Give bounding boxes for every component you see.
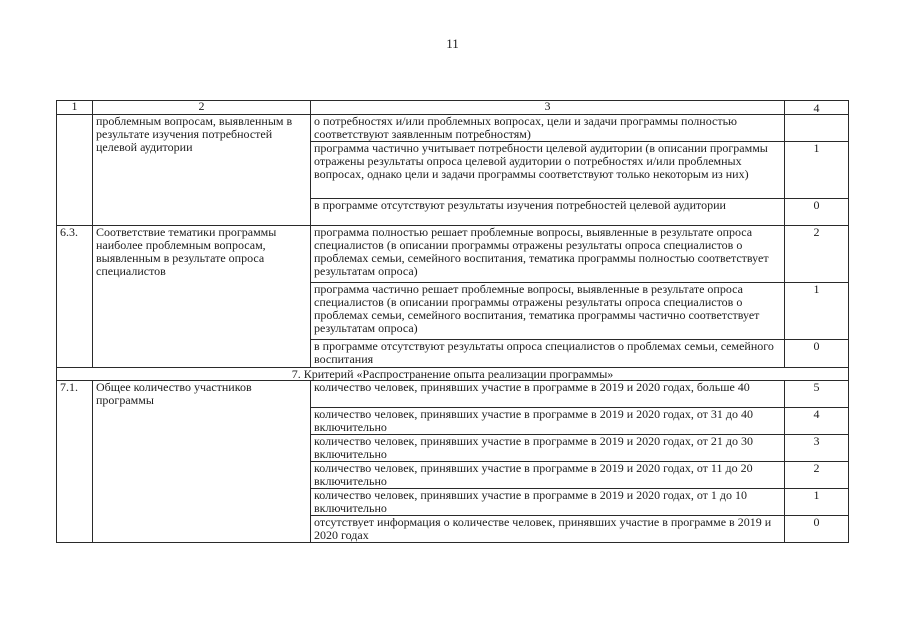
header-col-3: 3 [311,101,785,115]
criterion-description: о потребностях и/или проблемных вопросах, цели и задачи программы полностью соответствуют заявленным потребностям) [311,115,785,142]
table-row [57,381,849,408]
criterion-description: программа частично учитывает потребности целевой аудитории (в описании программы отражены результаты опроса целевой аудитории о потребностях и/или проблемных вопросах, однако цели и задачи программы соответствуют только некоторым из них) [311,142,785,199]
criterion-score: 1 [785,142,849,199]
criterion-description: количество человек, принявших участие в программе в 2019 и 2020 годах, от 11 до 20 включительно [311,462,785,489]
criterion-score: 1 [785,283,849,340]
criterion-number [57,115,93,226]
header-col-1: 1 [57,101,93,115]
page-number: 11 [446,36,459,51]
criterion-score: 2 [785,462,849,489]
criterion-description: количество человек, принявших участие в программе в 2019 и 2020 годах, от 1 до 10 включительно [311,489,785,516]
criterion-description: отсутствует информация о количестве человек, принявших участие в программе в 2019 и 2020 годах [311,516,785,543]
section-title-row [57,368,849,381]
table-header-row [57,101,849,115]
table-row [57,115,849,142]
header-col-4: 4 [785,101,849,115]
criterion-description: количество человек, принявших участие в программе в 2019 и 2020 годах, от 21 до 30 включительно [311,435,785,462]
criterion-description: программа частично решает проблемные вопросы, выявленные в результате опроса специалистов (в описании программы отражены результаты опроса специалистов о проблемах семьи, семейного воспитания, тематика программы частично соответствует результатам опроса) [311,283,785,340]
section-title: 7. Критерий «Распространение опыта реализации программы» [57,368,849,381]
criterion-number: 7.1. [57,381,93,543]
criterion-score: 0 [785,516,849,543]
header-col-2: 2 [93,101,311,115]
criterion-score: 1 [785,489,849,516]
criterion-score: 0 [785,340,849,368]
criterion-text: Соответствие тематики программы наиболее проблемным вопросам, выявленным в результате опроса специалистов [93,226,311,368]
criterion-score: 2 [785,226,849,283]
criterion-score: 4 [785,408,849,435]
criteria-table [56,100,849,543]
criterion-description: в программе отсутствуют результаты изучения потребностей целевой аудитории [311,199,785,226]
criterion-description: количество человек, принявших участие в программе в 2019 и 2020 годах, от 31 до 40 включительно [311,408,785,435]
criterion-description: в программе отсутствуют результаты опроса специалистов о проблемах семьи, семейного воспитания [311,340,785,368]
criterion-description: программа полностью решает проблемные вопросы, выявленные в результате опроса специалистов (в описании программы отражены результаты опроса специалистов о проблемах семьи, семейного воспитания, тематика программы полностью соответствует результатам опроса) [311,226,785,283]
criterion-score: 3 [785,435,849,462]
criterion-score [785,115,849,142]
criterion-score: 0 [785,199,849,226]
criterion-text: проблемным вопросам, выявленным в результате изучения потребностей целевой аудитории [93,115,311,226]
criterion-text: Общее количество участников программы [93,381,311,543]
table-row [57,226,849,283]
criterion-score: 5 [785,381,849,408]
criterion-number: 6.3. [57,226,93,368]
criterion-description: количество человек, принявших участие в программе в 2019 и 2020 годах, больше 40 [311,381,785,408]
